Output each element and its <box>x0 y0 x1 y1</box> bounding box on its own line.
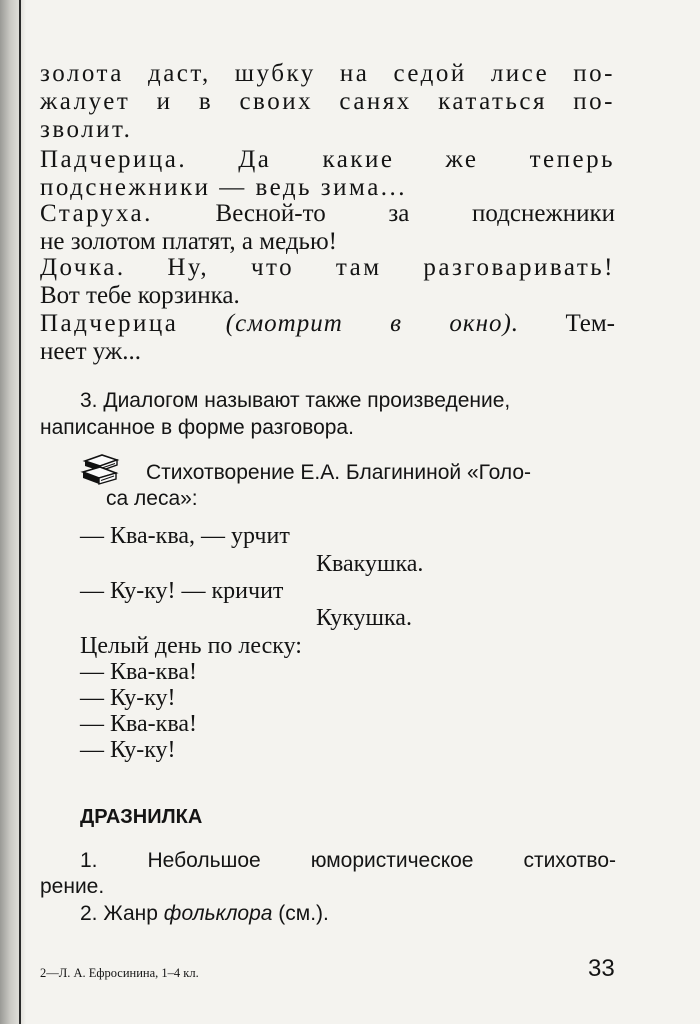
entry-definition-2 <box>80 902 329 926</box>
definition-text: 2. Жанр <box>80 902 164 925</box>
definition-text: (см.). <box>272 902 329 925</box>
page-gutter-shadow <box>0 0 26 1024</box>
poem-line-8: — Ква-ква! <box>80 711 197 737</box>
example-line-1: Стихотворение Е.А. Благининой «Голо- <box>146 461 531 484</box>
poem-line-9: — Ку-ку! <box>80 737 176 763</box>
play-line-11: неет уж... <box>40 338 141 365</box>
speaker-starukha: Старуха. <box>40 200 153 227</box>
poem-line-1: — Ква-ква, — урчит <box>80 523 290 549</box>
poem-line-3: — Ку-ку! — кричит <box>80 578 284 604</box>
speaker-padcheritsa: Падчерица. <box>40 146 188 173</box>
play-line-6 <box>40 200 615 228</box>
entry-heading: ДРАЗНИЛКА <box>80 806 203 828</box>
poem-line-2: Квакушка. <box>316 551 424 577</box>
poem-line-7: — Ку-ку! <box>80 685 176 711</box>
play-line-5: подснежники — ведь зима... <box>40 174 408 201</box>
page-binding-line <box>19 0 21 1024</box>
definition-3-line-2: написанное в форме разговора. <box>40 416 354 439</box>
play-line-9: Вот тебе корзинка. <box>40 282 240 309</box>
speaker-padcheritsa: Падчерица <box>40 310 179 337</box>
play-line-7: не золотом платят, а медью! <box>40 228 337 255</box>
speaker-dochka: Дочка. <box>40 254 126 281</box>
definition-3-line-1: 3. Диалогом называют также произведение, <box>80 389 511 412</box>
entry-definition-1-line-1: 1. Небольшое юмористическое стихотво- <box>80 849 616 872</box>
play-line-2: жалует и в своих санях кататься по- <box>40 88 615 115</box>
replica-text: Тем- <box>519 310 616 337</box>
footer-signature: 2—Л. А. Ефросинина, 1–4 кл. <box>40 966 199 980</box>
play-line-10 <box>40 310 615 338</box>
replica-text: Весной-то за подснежники <box>152 200 615 227</box>
page-number: 33 <box>588 955 615 982</box>
play-line-8 <box>40 254 615 282</box>
play-line-1: золота даст, шубку на седой лисе по- <box>40 60 615 87</box>
poem-line-6: — Ква-ква! <box>80 659 197 685</box>
poem-line-4: Кукушка. <box>316 605 412 631</box>
poem-line-5: Целый день по леску: <box>80 633 302 659</box>
replica-text: Ну, что там разговаривать! <box>125 254 615 281</box>
books-icon <box>80 452 120 488</box>
replica-text: Да какие же теперь <box>187 146 615 173</box>
entry-definition-1-line-2: рение. <box>40 875 105 898</box>
stage-direction: (смотрит в окно). <box>178 310 520 337</box>
cross-reference-folklore: фольклора <box>163 902 273 925</box>
play-line-4 <box>40 146 615 174</box>
play-line-3: зволит. <box>40 116 133 143</box>
example-line-2: са леса»: <box>106 487 198 510</box>
